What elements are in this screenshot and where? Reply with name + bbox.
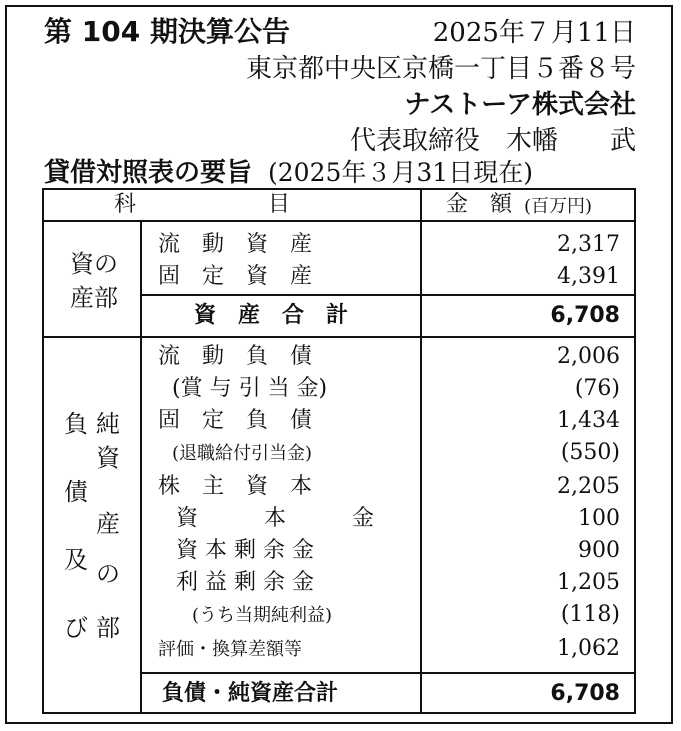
assets-total-value: 6,708 [550,303,620,328]
as-of-date: (2025年３月31日現在) [268,158,533,187]
valuation-adjustments-value: 1,062 [557,636,620,661]
bonus-reserve-value: (76) [574,376,620,401]
capital-surplus-value: 900 [578,538,620,563]
balance-sheet-title: 貸借対照表の要旨 [44,158,253,188]
current-assets-value: 2,317 [557,232,620,257]
liab-label-left-1: 負 [64,410,88,438]
current-assets-label: 流 動 資 産 [158,232,313,257]
assets-total-label: 資 産 合 計 [194,303,349,328]
assets-section-rule [44,336,634,338]
bonus-reserve-label: (賞 与 引 当 金) [172,376,328,401]
liab-total-value: 6,708 [550,681,620,706]
retirement-reserve-value: (550) [560,440,620,465]
fixed-liab-value: 1,434 [557,408,620,433]
retained-earnings-value: 1,205 [557,570,620,595]
amount-divider [420,190,422,712]
liab-label-left-2: 債 [64,478,88,506]
unit-label: (百万円) [524,196,593,217]
capital-surplus-label: 資 本 剰 余 金 [176,538,314,563]
fixed-assets-label: 固 定 資 産 [158,264,313,289]
amount-header: 金 額 [446,192,513,217]
liab-label-right-1: 純 [96,410,120,438]
balance-sheet-table [42,188,636,714]
representative: 代表取締役 木幡 武 [349,126,636,156]
current-liab-label: 流 動 負 債 [158,344,313,369]
capital-value: 100 [578,506,620,531]
retained-earnings-label: 利 益 剰 余 金 [176,570,314,595]
liab-label-right-4: の [96,560,120,588]
company-address: 東京都中央区京橋一丁目５番８号 [245,54,636,84]
net-income-value: (118) [560,602,620,627]
shareholders-equity-label: 株 主 資 本 [158,474,313,499]
assets-section-label-2: 産部 [70,284,118,312]
liab-total-rule [140,672,634,674]
assets-section-label-1: 資の [70,250,118,278]
header-rule [44,220,634,222]
subject-header: 科 目 [114,192,291,217]
company-name: ナストーア株式会社 [404,90,636,120]
liab-label-right-5: 部 [96,614,120,642]
notice-title: 第 104 期決算公告 [44,15,290,48]
liab-label-right-3: 産 [96,510,120,538]
capital-label: 資 本 金 [176,506,375,531]
assets-total-rule [140,294,634,296]
net-income-label: (うち当期純利益) [192,605,333,626]
liab-label-right-2: 資 [96,444,120,472]
liab-total-label: 負債・純資産合計 [162,681,339,706]
fixed-liab-label: 固 定 負 債 [158,408,313,433]
liab-label-left-4: び [64,614,88,642]
liab-label-left-3: 及 [64,546,88,574]
valuation-adjustments-label: 評価・換算差額等 [158,639,302,660]
shareholders-equity-value: 2,205 [557,474,620,499]
retirement-reserve-label: (退職給付引当金) [172,443,313,464]
fixed-assets-value: 4,391 [557,264,620,289]
notice-date: 2025年７月11日 [432,18,636,48]
current-liab-value: 2,006 [557,344,620,369]
